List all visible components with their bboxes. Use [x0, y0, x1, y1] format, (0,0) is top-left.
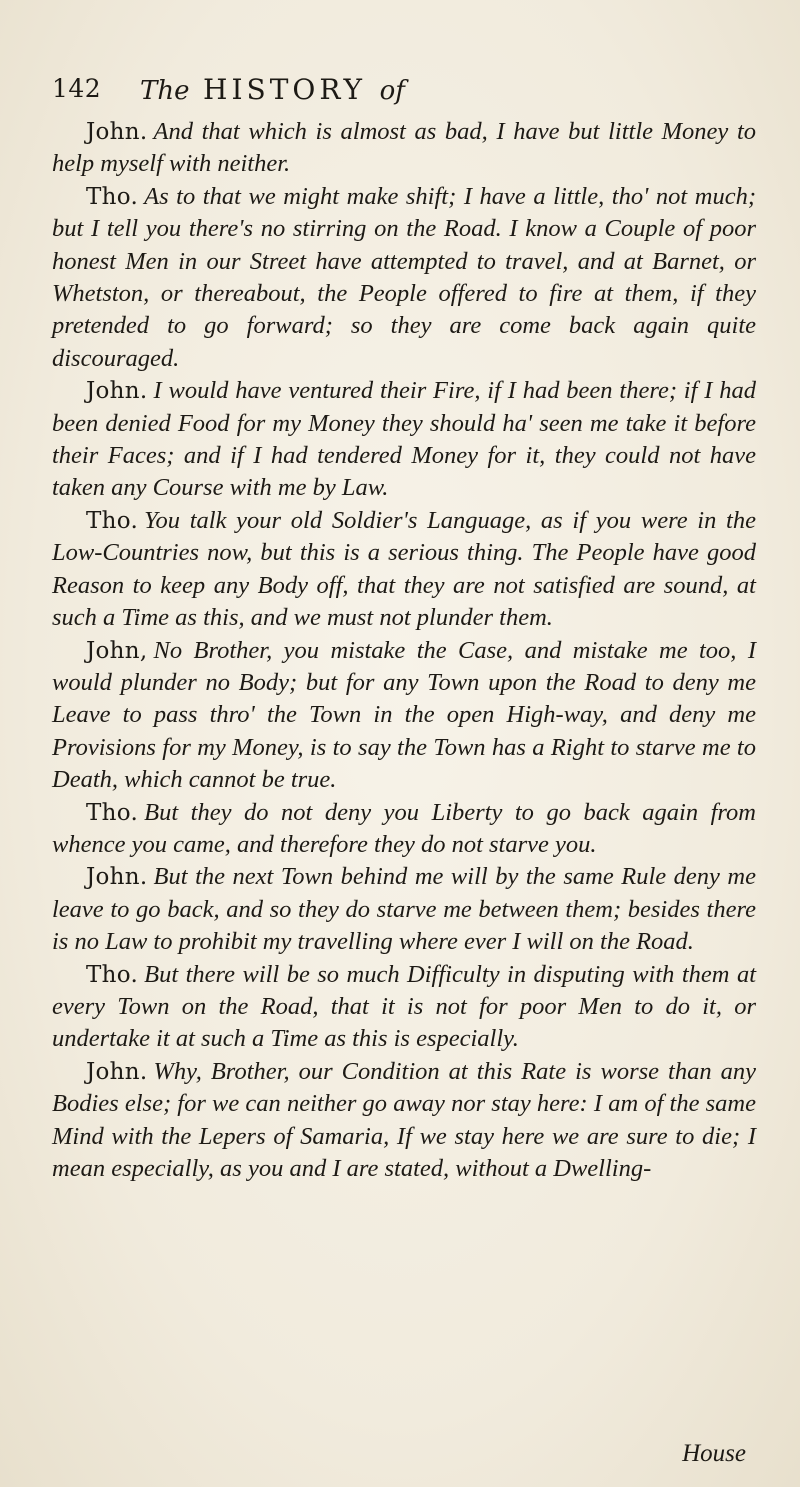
speaker-name: Tho. — [86, 961, 139, 988]
running-title-the: The — [140, 76, 190, 106]
dialogue-paragraph — [52, 1056, 756, 1186]
speaker-name: John. — [86, 119, 148, 145]
speech-text: No Brother, you mistake the Case, and mistake me too, I would plunder no Body; but for any Town upon the Road to deny me Leave to pass thro' the Town in the open High-way, and deny me Provisions for my Money, is to say the Town has a Right to starve me to Death, which cannot be true. — [52, 636, 756, 794]
running-title — [140, 72, 405, 107]
speaker-name: John. — [86, 864, 148, 891]
dialogue-paragraph — [52, 797, 756, 862]
dialogue-text — [52, 116, 756, 1185]
speech-text: And that which is almost as bad, I have but little Money to help myself with neither. — [52, 118, 756, 178]
speech-text: You talk your old Soldier's Language, as if you were in the Low-Countries now, but this is a serious thing. The People have good Reason to keep any Body off, that they are not satisfied are sound, at such a Time as this, and we must not plunder them. — [52, 506, 756, 632]
speaker-name: John, — [86, 637, 148, 664]
dialogue-paragraph — [52, 375, 756, 505]
speaker-name: Tho. — [86, 799, 139, 826]
speech-text: But they do not deny you Liberty to go back again from whence you came, and therefore they do not starve you. — [52, 798, 756, 858]
dialogue-paragraph — [52, 861, 756, 958]
dialogue-paragraph — [52, 959, 756, 1056]
speaker-name: Tho. — [86, 507, 139, 534]
page-header — [52, 72, 752, 112]
dialogue-paragraph — [52, 635, 756, 797]
dialogue-paragraph — [52, 116, 756, 181]
speech-text: I would have ventured their Fire, if I had been there; if I had been denied Food for my Money they should ha' seen me take it before their Faces; and if I had tendered Money for it, they could not have taken any Course with me by Law. — [52, 377, 756, 502]
speech-text: As to that we might make shift; I have a little, tho' not much; but I tell you there's no stirring on the Road. I know a Couple of poor honest Men in our Street have attempted to travel, and at Barnet, or Whetston, or thereabout, the People offered to fire at them, if they pretended to go forward; so they are come back again quite discouraged. — [52, 182, 756, 372]
speaker-name: John. — [86, 1058, 148, 1085]
speech-text: But there will be so much Difficulty in disputing with them at every Town on the Road, that it is not for poor Men to do it, or undertake it at such a Time as this is especially. — [52, 960, 756, 1053]
running-title-history: HISTORY — [203, 73, 367, 106]
speaker-name: John. — [86, 378, 148, 405]
speaker-name: Tho. — [86, 183, 139, 210]
running-title-of: of — [379, 76, 405, 106]
page-number: 142 — [52, 74, 102, 103]
catchword: House — [682, 1440, 746, 1467]
speech-text: But the next Town behind me will by the same Rule deny me leave to go back, and so they do starve me between them; besides there is no Law to prohibit my travelling where ever I will on the Road. — [52, 863, 756, 956]
speech-text: Why, Brother, our Condition at this Rate is worse than any Bodies else; for we can neither go away nor stay here: I am of the same Mind with the Lepers of Samaria, If we stay here we are sure to die; I mean especially, as you and I are stated, without a Dwelling- — [52, 1057, 756, 1182]
dialogue-paragraph — [52, 505, 756, 635]
dialogue-paragraph — [52, 181, 756, 375]
